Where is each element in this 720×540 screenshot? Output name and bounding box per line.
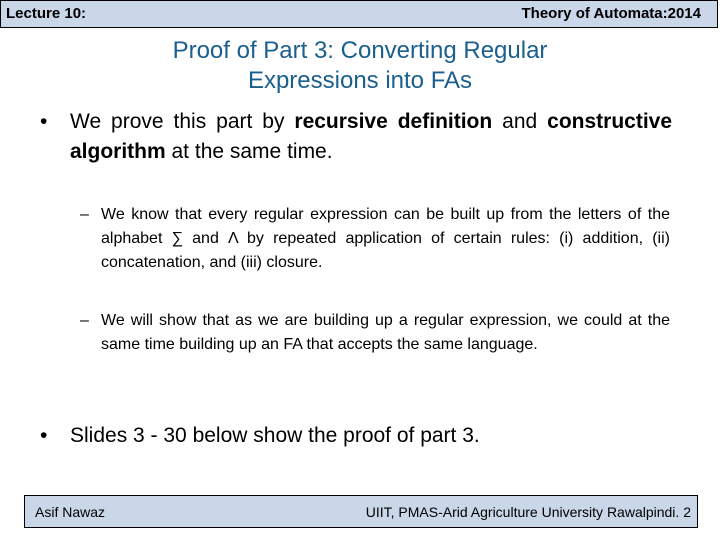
sub-bullet-text: We will show that as we are building up a regular expression, we could at the same time building up an FA that accepts the same language.: [101, 312, 670, 353]
bullet-item-1: [40, 107, 672, 167]
sub-bullet-marker: –: [80, 206, 89, 223]
bullet-text: [70, 107, 672, 167]
sub-bullet-text: We know that every regular expression can be built up from the letters of the alphabet ∑ and Λ by repeated application of certain rules: (i) addition, (ii) concatenation, and (iii) closure.: [101, 206, 670, 271]
sub-bullet-item-2: [80, 309, 670, 357]
course-label: Theory of Automata:2014: [521, 5, 701, 22]
footer-bar: [24, 495, 698, 528]
bullet-bold-term: recursive definition: [294, 110, 493, 133]
slide-title-line-2: Expressions into FAs: [247, 67, 473, 94]
author-name: Asif Nawaz: [35, 504, 106, 520]
slide-title: [0, 36, 720, 96]
bullet-item-2: [40, 421, 672, 451]
bullet-text-part: at the same time.: [165, 140, 333, 163]
bullet-marker: •: [40, 110, 48, 133]
lecture-label: Lecture 10:: [6, 5, 87, 22]
sub-bullet-marker: –: [80, 312, 89, 329]
sub-bullet-item-1: [80, 203, 670, 275]
bullet-bold-term: constructive algorithm: [70, 110, 673, 163]
bullet-text-part: We prove this part by: [70, 110, 295, 133]
institution-and-page: UIIT, PMAS-Arid Agriculture University Rawalpindi. 2: [365, 504, 691, 520]
bullet-text-part: and: [492, 110, 548, 133]
bullet-marker: •: [40, 424, 48, 447]
slide-title-line-1: Proof of Part 3: Converting Regular: [172, 37, 548, 64]
header-bar: [0, 0, 718, 28]
bullet-text: Slides 3 - 30 below show the proof of part 3.: [70, 424, 480, 447]
